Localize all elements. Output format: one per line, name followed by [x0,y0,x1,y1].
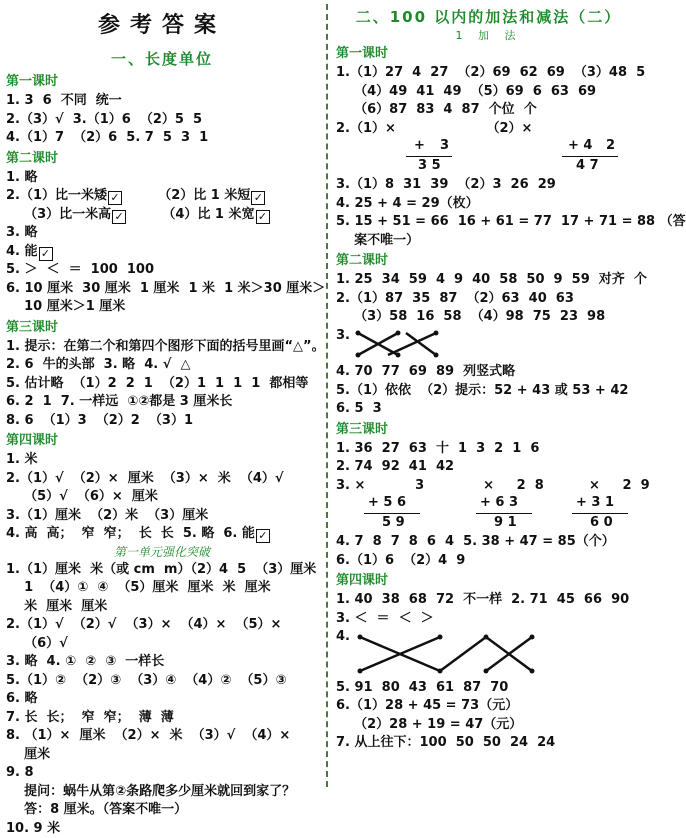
answer-line: 1. 3 6 不同 统一 [6,92,318,111]
answer-line: 2.（1）√ （2）√ （3）× （4）× （5）× [6,616,318,635]
answer-line: 6. 略 [6,690,318,709]
calc-op: + [414,138,425,153]
unit-title-addition: 二、100 以内的加法和减法（二） [336,6,641,27]
breakthrough-answers [6,561,318,838]
check-box-icon: ✓ [39,247,53,261]
matching-lines-diagram [336,329,636,359]
answer-line: 10 厘米＞1 厘米 [6,298,318,317]
calc-rule [364,513,420,514]
answer-line: 9. 8 [6,764,318,783]
answer-line: 2. 6 牛的头部 3. 略 4. √ △ [6,356,318,375]
check-box-icon: ✓ [256,210,270,224]
answer-line: （4）49 41 49 （5）69 6 63 69 [336,83,641,102]
answer-line: 2.（3）√ 3.（1）6 （2）5 5 [6,111,318,130]
lesson-title: 第四课时 [6,432,318,450]
right-column [336,0,641,753]
answer-line: 4.（1）7 （2）6 5. 7 5 3 1 [6,129,318,148]
check-box-icon: ✓ [108,191,122,205]
answer-line: （2）28 + 19 = 47（元） [336,716,641,735]
calc-addend: + 3 1 [576,495,614,510]
answer-line: 8. （1）× 厘米 （2）× 米 （3）√ （4）× [6,727,318,746]
matching-lines-diagram [336,633,636,675]
answer-line: （3）58 16 58 （4）98 75 23 98 [336,308,641,327]
lesson-title: 第一课时 [6,73,318,91]
calc-addend: 2 [606,138,615,153]
calc-rule [562,156,618,157]
answer-line: 1.（1）厘米 米（或 cm m）（2）4 5 （3）厘米 [6,561,318,580]
calc-result: 9 1 [494,515,517,530]
lesson-title: 第三课时 [336,421,641,439]
calc-addend: + 5 6 [368,495,406,510]
answer-line: 4. 高 高； 窄 窄； 长 长 5. 略 6. 能 ✓ [6,525,318,544]
answer-line: 提问：蜗牛从第②条路爬多少厘米就回到家了？ [6,783,318,802]
calc-addend: + 6 3 [480,495,518,510]
answer-line: 5.（1）依依 （2）提示：52 + 43 或 53 + 42 [336,382,641,401]
lesson-lines [336,533,641,570]
check-box-icon: ✓ [112,210,126,224]
answer-line: 8. 6 （1）3 （2）2 （3）1 [6,412,318,431]
answer-line: 3.（1）厘米 （2）米 （3）厘米 [6,507,318,526]
answer-line: 3.（1）8 31 39 （2）3 26 29 [336,176,641,195]
answer-line: 1. 米 [6,451,318,470]
answer-line: 5. 估计略 （1）2 2 1 （2）1 1 1 1 都相等 [6,375,318,394]
answer-line: 1. 36 27 63 十 1 3 2 1 6 [336,440,641,459]
answer-line: 1.（1）27 4 27 （2）69 62 69 （3）48 5 [336,64,641,83]
answer-line: 6. 10 厘米 30 厘米 1 厘米 1 米 1 米＞30 厘米＞ [6,280,318,299]
check-box-icon: ✓ [256,529,270,543]
lesson-title: 第四课时 [336,572,641,590]
answer-line: 6.（1）28 + 45 = 73（元） [336,697,641,716]
answer-line: 10. 9 米 [6,820,318,838]
answer-line: 5. 91 80 43 61 87 70 [336,679,641,698]
answer-line: （5）√ （6）× 厘米 [6,488,318,507]
answer-line: 2.（1）√ （2）× 厘米 （3）× 米 （4）√ [6,470,318,489]
answer-line: 6. 5 3 [336,400,641,419]
calc-result: 4 7 [576,158,599,173]
calc-rule [572,513,628,514]
left-lessons [6,73,318,544]
lesson-title: 第二课时 [6,150,318,168]
lesson-lines [336,176,641,250]
answer-line: 2.（1）87 35 87 （2）63 40 63 [336,290,641,309]
page-title: 参考答案 [6,8,318,34]
answer-line: 答：8 厘米。（答案不唯一） [6,801,318,820]
calc-result: 3 5 [418,158,441,173]
lesson-lines [336,440,641,496]
lesson-lines [336,64,641,138]
lesson-title: 第三课时 [6,319,318,337]
lesson-lines [336,363,641,419]
answer-line: 3. × 3 × 2 8 × 2 9 [336,477,641,496]
answer-line: 米 厘米 厘米 [6,598,318,617]
answer-line: 4. 70 77 69 89 列竖式略 [336,363,641,382]
answer-line: 5. ＞ ＜ ＝ 100 100 [6,261,318,280]
answer-line: 6.（1）6 （2）4 9 [336,552,641,571]
vertical-calc-pair [336,138,641,176]
calc-addend: 3 [440,138,449,153]
answer-line: 厘米 [6,746,318,765]
answer-line: 4. 能 ✓ [6,243,318,262]
answer-line: 2. 74 92 41 42 [336,458,641,477]
answer-line: 5. 15 + 51 = 66 16 + 61 = 77 17 + 71 = 88 （答 [336,213,641,232]
answer-line: 4. [336,628,641,647]
column-divider [326,4,328,787]
answer-line: 3. 略 4. ① ② ③ 一样长 [6,653,318,672]
section-subtitle: 1 加 法 [336,27,641,43]
answer-line: 5.（1）② （2）③ （3）④ （4）② （5）③ [6,672,318,691]
answer-line: 6. 2 1 7. 一样远 ①②都是 3 厘米长 [6,393,318,412]
calc-result: 6 0 [590,515,613,530]
lesson-title: 第一课时 [336,45,641,63]
breakthrough-title: 第一单元强化突破 [6,544,318,561]
answer-line: 4. 25 + 4 = 29（枚） [336,195,641,214]
answer-line: 1. 略 [6,169,318,188]
calc-rule [476,513,532,514]
answer-line: 2.（1）× （2）× [336,120,641,139]
calc-op: + 4 [568,138,592,153]
answer-line: 2.（1）比一米矮 ✓ （2）比 1 米短 ✓ [6,187,318,206]
answer-line: 案不唯一） [336,232,641,251]
answer-line: 1. 25 34 59 4 9 40 58 50 9 59 对齐 个 [336,271,641,290]
left-column [6,0,318,838]
lesson-lines [336,679,641,753]
calc-rule [406,156,452,157]
answer-line: 1 （4）① ④ （5）厘米 厘米 米 厘米 [6,579,318,598]
answer-line: （6）87 83 4 87 个位 个 [336,101,641,120]
answer-line: 4. 7 8 7 8 6 4 5. 38 + 47 = 85（个） [336,533,641,552]
answer-line: 1. 提示：在第二个和第四个图形下面的括号里画“△”。 [6,338,318,357]
answer-line: 7. 长 长； 窄 窄； 薄 薄 [6,709,318,728]
answer-line: 1. 40 38 68 72 不一样 2. 71 45 66 90 [336,591,641,610]
calc-result: 5 9 [382,515,405,530]
answer-line: 3. ＜ ＝ ＜ ＞ [336,610,641,629]
check-box-icon: ✓ [251,191,265,205]
answer-line: （3）比一米高 ✓ （4）比 1 米宽 ✓ [6,206,318,225]
answer-line: 3. [336,327,641,346]
lesson-title: 第二课时 [336,252,641,270]
answer-line: 3. 略 [6,224,318,243]
answer-line: 7. 从上往下：100 50 50 24 24 [336,734,641,753]
answer-line: （6）√ [6,635,318,654]
vertical-calc-triple [336,495,641,533]
unit-title-length: 一、长度单位 [6,48,318,69]
